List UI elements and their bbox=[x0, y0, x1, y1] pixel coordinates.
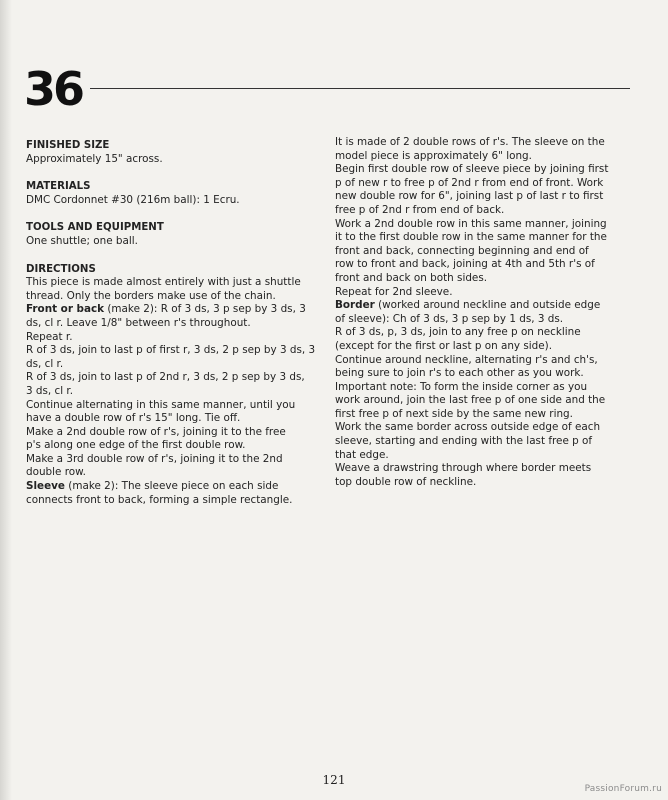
right-column bbox=[335, 136, 631, 489]
front-back-lead: Front or back bbox=[26, 303, 105, 316]
directions-line: p of new r to free p of 2nd r from end of front. Work bbox=[335, 176, 604, 189]
directions-line: ds, cl r. Leave 1/8" between r's throughout. bbox=[26, 316, 251, 329]
directions-heading: DIRECTIONS bbox=[26, 263, 96, 275]
border-detail-line: that edge. bbox=[335, 448, 389, 461]
directions-line: model piece is approximately 6" long. bbox=[335, 149, 532, 162]
border-text: (worked around neckline and outside edge bbox=[374, 299, 601, 312]
directions-line: Repeat r. bbox=[26, 330, 73, 343]
directions-line: front and back, connecting beginning and end of bbox=[335, 244, 589, 257]
site-watermark: PassionForum.ru bbox=[584, 784, 662, 794]
directions-line: Repeat for 2nd sleeve. bbox=[335, 285, 453, 298]
border-detail-line: top double row of neckline. bbox=[335, 475, 477, 488]
sleeve-line bbox=[26, 480, 322, 494]
directions-line: R of 3 ds, join to last p of first r, 3 ds, 2 p sep by 3 ds, 3 bbox=[26, 344, 316, 357]
directions-line: It is made of 2 double rows of r's. The sleeve on the bbox=[335, 136, 605, 148]
directions-line: row to front and back, joining at 4th and 5th r's of bbox=[335, 258, 595, 271]
header-rule bbox=[90, 88, 630, 89]
front-back-text: (make 2): R of 3 ds, 3 p sep by 3 ds, 3 bbox=[104, 303, 306, 316]
directions-line: ds, cl r. bbox=[26, 357, 64, 370]
border-lead: Border bbox=[335, 299, 375, 312]
border-detail-line: Important note: To form the inside corner as you bbox=[335, 380, 588, 393]
front-back-line bbox=[26, 303, 322, 317]
border-detail-line: (except for the first or last p on any side). bbox=[335, 339, 553, 352]
finished-size-heading: FINISHED SIZE bbox=[26, 140, 110, 151]
border-detail-line: Continue around neckline, alternating r's and ch's, bbox=[335, 353, 598, 366]
directions-line: p's along one edge of the first double row. bbox=[26, 439, 246, 452]
page-gutter-shadow bbox=[0, 0, 12, 800]
directions-line: Work a 2nd double row in this same manner, joining bbox=[335, 217, 607, 230]
finished-size-text: Approximately 15" across. bbox=[26, 152, 163, 165]
directions-line: new double row for 6", joining last p of last r to first bbox=[335, 190, 604, 203]
left-column bbox=[26, 136, 322, 507]
directions-line: double row. bbox=[26, 466, 86, 479]
border-detail-line: first free p of next side by the same new ring. bbox=[335, 407, 573, 420]
border-detail-line: Weave a drawstring through where border meets bbox=[335, 462, 592, 475]
materials-text: DMC Cordonnet #30 (216m ball): 1 Ecru. bbox=[26, 193, 240, 206]
directions-line: free p of 2nd r from end of back. bbox=[335, 203, 505, 216]
directions-line: front and back on both sides. bbox=[335, 271, 488, 284]
border-detail-line: of sleeve): Ch of 3 ds, 3 p sep by 1 ds, 3 ds. bbox=[335, 312, 564, 325]
directions-line: thread. Only the borders make use of the chain. bbox=[26, 289, 276, 302]
border-detail-line: work around, join the last free p of one side and the bbox=[335, 394, 606, 407]
directions-line: This piece is made almost entirely with just a shuttle bbox=[26, 276, 301, 289]
directions-line: Begin first double row of sleeve piece by joining first bbox=[335, 163, 609, 176]
tools-heading: TOOLS AND EQUIPMENT bbox=[26, 222, 164, 234]
materials-heading: MATERIALS bbox=[26, 181, 91, 193]
directions-line: connects front to back, forming a simple rectangle. bbox=[26, 493, 293, 506]
directions-line: Make a 3rd double row of r's, joining it to the 2nd bbox=[26, 452, 283, 465]
border-detail-line: sleeve, starting and ending with the last free p of bbox=[335, 435, 593, 448]
border-line bbox=[335, 299, 631, 313]
sleeve-text: (make 2): The sleeve piece on each side bbox=[64, 480, 279, 493]
border-detail-line: being sure to join r's to each other as you work. bbox=[335, 367, 584, 380]
border-detail-line: Work the same border across outside edge of each bbox=[335, 421, 601, 434]
directions-line: R of 3 ds, join to last p of 2nd r, 3 ds, 2 p sep by 3 ds, bbox=[26, 371, 305, 384]
pattern-number: 36 bbox=[24, 62, 83, 116]
tools-text: One shuttle; one ball. bbox=[26, 234, 138, 247]
directions-line: 3 ds, cl r. bbox=[26, 384, 74, 397]
directions-line: have a double row of r's 15" long. Tie off. bbox=[26, 412, 241, 425]
page-number: 121 bbox=[322, 773, 346, 787]
sleeve-lead: Sleeve bbox=[26, 480, 65, 493]
border-detail-line: R of 3 ds, p, 3 ds, join to any free p on neckline bbox=[335, 326, 581, 339]
directions-line: Continue alternating in this same manner, until you bbox=[26, 398, 296, 411]
directions-line: it to the first double row in the same manner for the bbox=[335, 231, 607, 244]
directions-line: Make a 2nd double row of r's, joining it to the free bbox=[26, 425, 286, 438]
